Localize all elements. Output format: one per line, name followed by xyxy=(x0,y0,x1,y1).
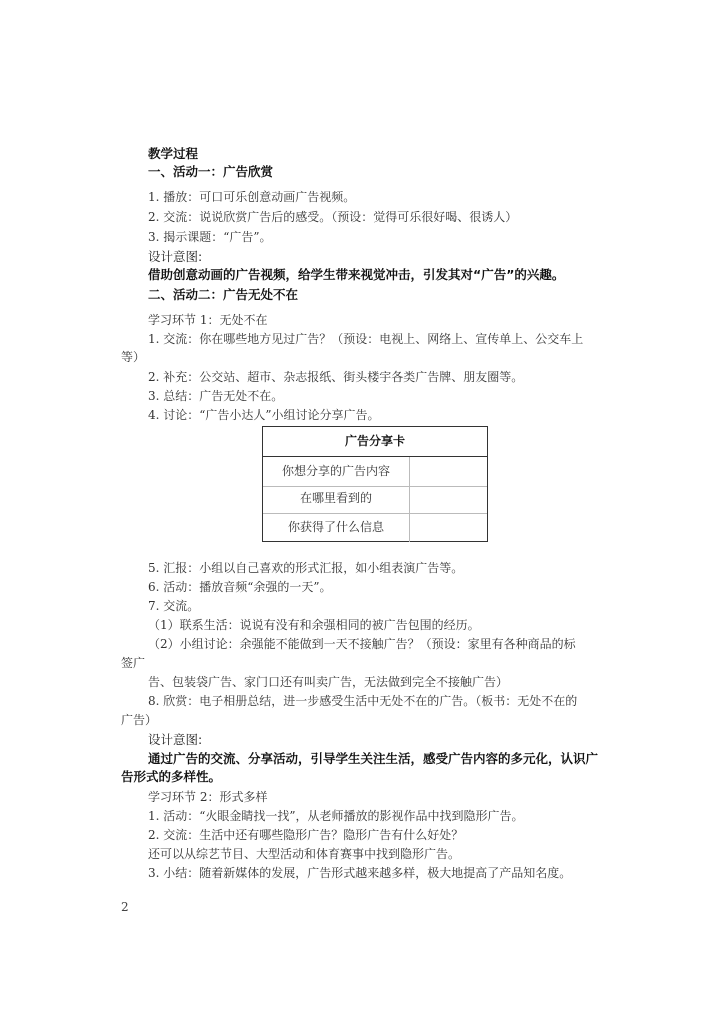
design-intent-label: 设计意图: xyxy=(148,249,203,264)
activity1-heading: 一、活动一：广告欣赏 xyxy=(148,164,274,179)
list-item: （2）小组讨论：余强能不能做到一天不接触广告？（预设：家里有各种商品的标 xyxy=(148,637,576,651)
list-item: 3. 小结：随着新媒体的发展，广告形式越来越多样，极大地提高了产品知名度。 xyxy=(148,866,572,880)
activity2-heading: 二、活动二：广告无处不在 xyxy=(148,287,299,302)
section-title: 学习环节 2：形式多样 xyxy=(148,790,268,804)
list-item: 5. 汇报：小组以自己喜欢的形式汇报，如小组表演广告等。 xyxy=(148,561,464,575)
table-cell: 你想分享的广告内容 xyxy=(263,457,410,486)
section-title: 学习环节 1：无处不在 xyxy=(148,313,268,327)
table-cell: 在哪里看到的 xyxy=(263,484,410,513)
table-row xyxy=(263,457,487,487)
list-item: 4. 讨论：“广告小达人”小组讨论分享广告。 xyxy=(148,408,380,422)
list-item-continuation: 告、包装袋广告、家门口还有叫卖广告，无法做到完全不接触广告） xyxy=(148,675,509,689)
list-item: 还可以从综艺节目、大型活动和体育赛事中找到隐形广告。 xyxy=(148,847,461,861)
list-item: 8. 欣赏：电子相册总结，进一步感受生活中无处不在的广告。（板书：无处不在的 xyxy=(148,694,578,708)
list-item: 2. 交流：说说欣赏广告后的感受。（预设：觉得可乐很好喝、很诱人） xyxy=(148,210,518,224)
list-item: 3. 总结：广告无处不在。 xyxy=(148,389,284,403)
table-row xyxy=(263,484,487,514)
table-row xyxy=(263,513,487,542)
list-item: 1. 播放：可口可乐创意动画广告视频。 xyxy=(148,190,356,204)
list-item-continuation: 等） xyxy=(121,350,146,364)
list-item-continuation: 广告） xyxy=(121,713,158,727)
list-item: 2. 交流：生活中还有哪些隐形广告？隐形广告有什么好处？ xyxy=(148,828,464,842)
share-card-table xyxy=(262,426,488,542)
table-cell: 你获得了什么信息 xyxy=(263,513,410,542)
list-item: 7. 交流。 xyxy=(148,599,200,613)
list-item: （1）联系生活：说说有没有和余强相同的被广告包围的经历。 xyxy=(148,618,480,632)
list-item: 1. 交流：你在哪些地方见过广告？（预设：电视上、网络上、宣传单上、公交车上 xyxy=(148,332,584,346)
design-intent-label: 设计意图: xyxy=(148,732,203,747)
share-card-title: 广告分享卡 xyxy=(263,427,487,457)
page-title: 教学过程 xyxy=(148,146,199,161)
list-item: 2. 补充：公交站、超市、杂志报纸、街头楼宇各类广告牌、朋友圈等。 xyxy=(148,370,524,384)
list-item: 6. 活动：播放音频“余强的一天”。 xyxy=(148,580,332,594)
page-number: 2 xyxy=(121,900,129,914)
list-item: 1. 活动：“火眼金睛找一找”，从老师播放的影视作品中找到隐形广告。 xyxy=(148,809,524,823)
design-intent-text: 通过广告的交流、分享活动，引导学生关注生活，感受广告内容的多元化，认识广 xyxy=(148,751,599,766)
list-item-continuation: 签广 xyxy=(121,656,146,670)
design-intent-text-continuation: 告形式的多样性。 xyxy=(121,769,222,784)
design-intent-text: 借助创意动画的广告视频，给学生带来视觉冲击，引发其对“广告”的兴趣。 xyxy=(148,267,565,282)
list-item: 3. 揭示课题：“广告”。 xyxy=(148,230,272,244)
